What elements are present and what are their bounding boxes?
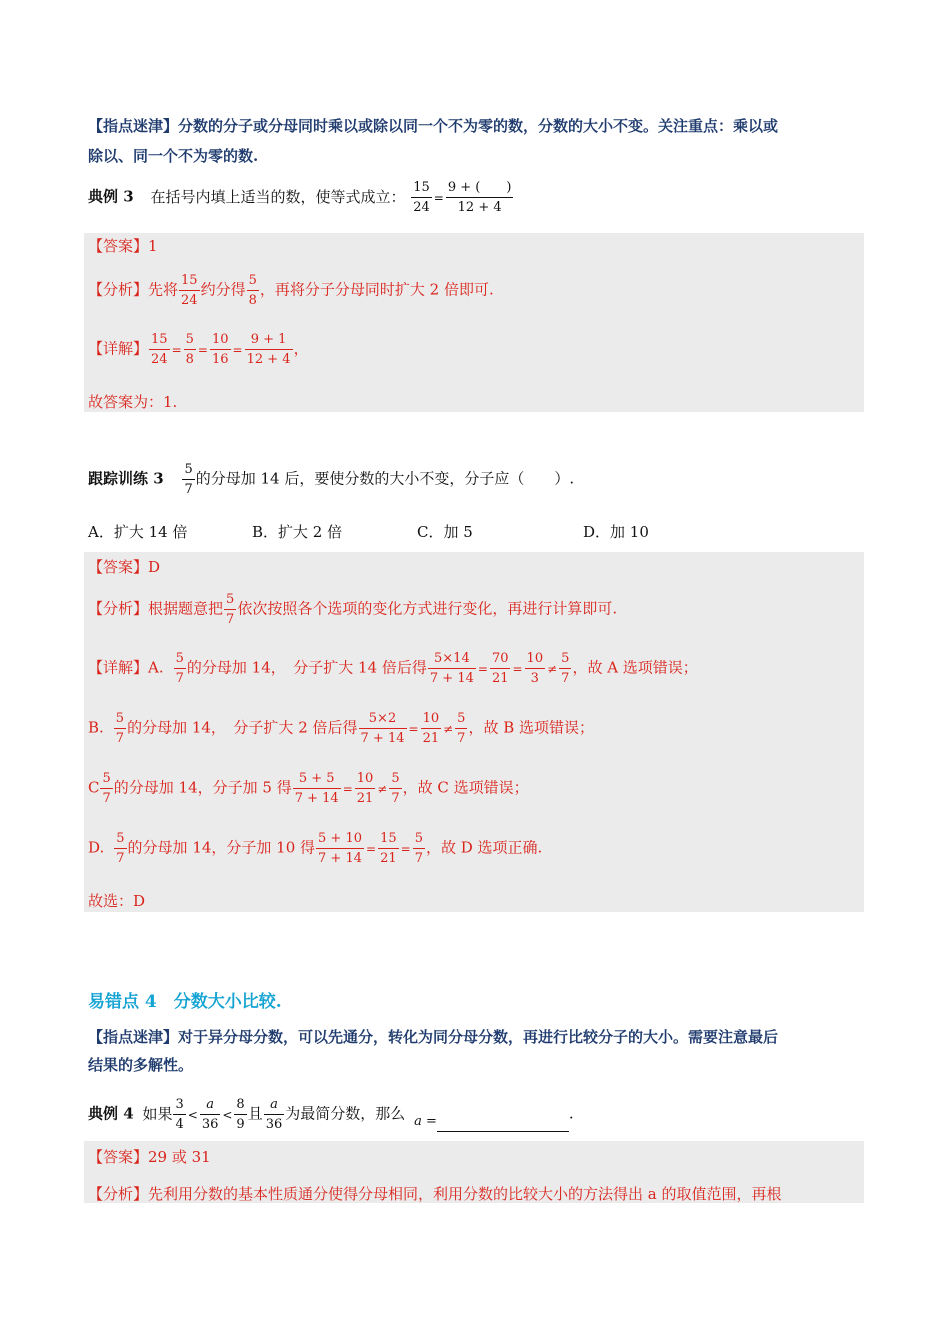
example3-analysis: 【分析】先将 $\frac{15}{24}$ 约分得 $\frac{5}{8}$ ，再将分子分母同时扩大 2 倍即可.	[88, 273, 494, 308]
section4-heading: 易错点 4 分数大小比较.	[88, 992, 282, 1012]
tip-text-2: 除以、同一个不为零的数.	[88, 147, 259, 165]
practice3-conclusion: 故选：D	[88, 892, 146, 910]
practice3-option-b[interactable]: B．扩大 2 倍	[252, 523, 343, 541]
example3-frac-left: $\frac{15}{24}$	[413, 180, 430, 215]
example3-answer: 【答案】1	[88, 237, 158, 255]
example4-answer-blank[interactable]	[437, 1117, 569, 1132]
example4-question: 典例 4 如果 $\frac{3}{4}$ < $\frac{a}{36}$ < $\frac{8}{9}$ 且 $\frac{a}{36}$ 为最简分数，那么 a = .	[88, 1097, 574, 1132]
example4-answer: 【答案】29 或 31	[88, 1148, 211, 1166]
example3-question: 典例 3 在括号内填上适当的数，使等式成立： $\frac{15}{24}$ = $\frac{9 + ( )}{12 + 4}$	[88, 180, 512, 215]
tip-tag: 【指点迷津】	[88, 117, 179, 135]
tip-line-1	[88, 116, 778, 136]
tip-line-2	[88, 146, 258, 166]
tip-text-1: 分数的分子或分母同时乘以或除以同一个不为零的数，分数的大小不变。关注重点：乘以或	[178, 117, 779, 135]
practice3-detail-a: 【详解】A. $\frac{5}{7}$ 的分母加 14， 分子扩大 14 倍后得 $\frac{5\times 14}{7 + 14}$ = $\frac{70}{21}$ = $\frac{10}{3}$ ≠ $\frac{5}{7}$ ，故 A 选项错误；	[88, 651, 698, 686]
section4-tip-line-2: 结果的多解性。	[88, 1056, 194, 1074]
example3-frac-right: $\frac{9 + ( )}{12 + 4}$	[447, 180, 512, 215]
practice3-detail-c: C $\frac{5}{7}$ 的分母加 14，分子加 5 得 $\frac{5 + 5}{7 + 14}$ = $\frac{10}{21}$ ≠ $\frac{5}{7}$ ，故 C 选项错误；	[88, 771, 529, 806]
section4-tip-line-1: 【指点迷津】对于异分母分数，可以先通分，转化为同分母分数，再进行比较分子的大小。需要注意最后	[88, 1028, 779, 1046]
practice3-label: 跟踪训练 3	[88, 469, 164, 488]
example3-label: 典例 3	[88, 187, 134, 206]
practice3-detail-d: D. $\frac{5}{7}$ 的分母加 14，分子加 10 得 $\frac{5 + 10}{7 + 14}$ = $\frac{15}{21}$ = $\frac{5}{7}$ ，故 D 选项正确.	[88, 831, 543, 866]
practice3-option-c[interactable]: C．加 5	[417, 523, 473, 541]
example3-answer-box	[84, 233, 864, 412]
practice3-option-d[interactable]: D．加 10	[583, 523, 649, 541]
example3-conclusion: 故答案为：1.	[88, 393, 178, 411]
practice3-detail-b: B. $\frac{5}{7}$ 的分母加 14， 分子扩大 2 倍后得 $\frac{5\times 2}{7 + 14}$ = $\frac{10}{21}$ ≠ $\frac{5}{7}$ ，故 B 选项错误；	[88, 711, 595, 746]
practice3-question: 跟踪训练 3 $\frac{5}{7}$ 的分母加 14 后，要使分数的大小不变，分子应（ ）.	[88, 462, 575, 497]
practice3-answer: 【答案】D	[88, 558, 161, 576]
practice3-option-a[interactable]: A．扩大 14 倍	[88, 523, 188, 541]
example3-text: 在括号内填上适当的数，使等式成立：	[150, 187, 406, 206]
example4-variable: a =	[414, 1113, 437, 1129]
practice3-text: 的分母加 14 后，要使分数的大小不变，分子应（ ）.	[195, 469, 575, 488]
example3-detail: 【详解】 $\frac{15}{24}$ = $\frac{5}{8}$ = $\frac{10}{16}$ = $\frac{9 + 1}{12 + 4}$ ，	[88, 332, 309, 367]
example4-analysis: 【分析】先利用分数的基本性质通分使得分母相同，利用分数的比较大小的方法得出 a 的取值范围，再根	[88, 1185, 782, 1203]
example4-label: 典例 4	[88, 1104, 134, 1123]
practice3-analysis: 【分析】根据题意把 $\frac{5}{7}$ 依次按照各个选项的变化方式进行变化，再进行计算即可.	[88, 592, 618, 627]
